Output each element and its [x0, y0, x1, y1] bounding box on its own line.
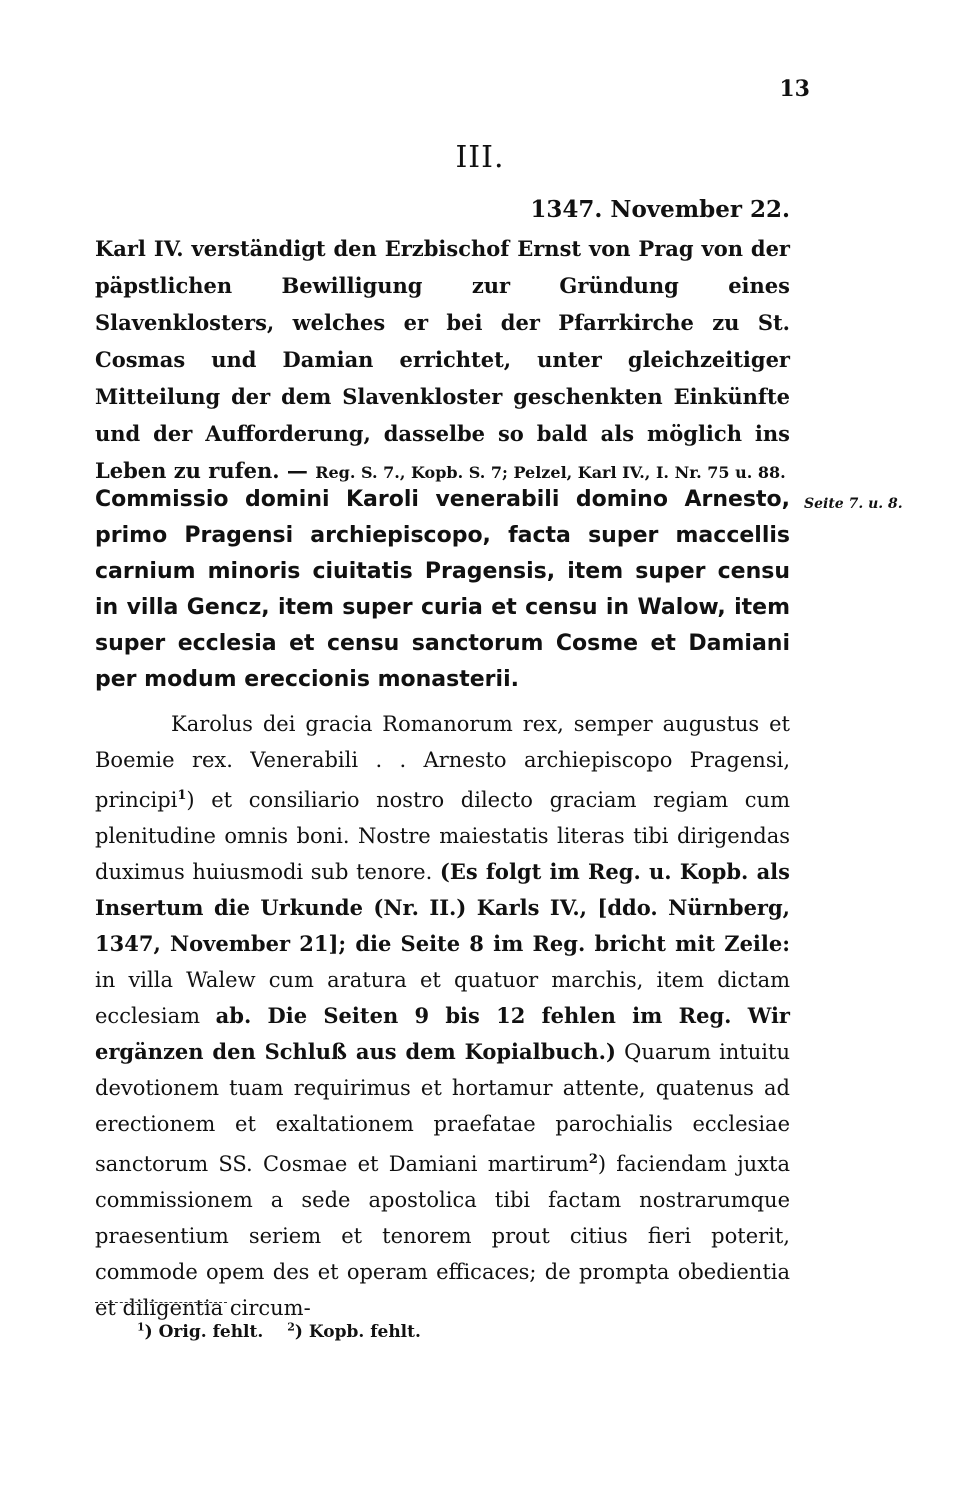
footnote-1: [137, 1322, 263, 1342]
footnote-divider: [95, 1302, 227, 1303]
document-date: 1347. November 22.: [530, 196, 790, 223]
footnote-1-text: ) Orig. fehlt.: [144, 1321, 264, 1342]
summary-text: Karl IV. verständigt den Erzbischof Ernst von Prag von der päpstlichen Bewilligung zur Gründung eines Slavenklosters, welches er bei der Pfarrkirche zu St. Cosmas und Damian errichtet, unter gleichzeitiger Mitteilung der dem Slavenkloster geschenkten Einkünfte und der Aufforderung, dasselbe so bald als möglich ins Leben zu rufen. —: [95, 236, 790, 483]
footnote-marker-1: 1: [177, 788, 187, 803]
editorial-note-2: ab. Die Seiten 9 bis 12 fehlen im Reg. Wir ergänzen den Schluß aus dem Kopialbuch.): [95, 1003, 790, 1064]
german-summary: [95, 230, 790, 491]
footnote-2: [287, 1322, 421, 1342]
footnote-2-text: ) Kopb. fehlt.: [294, 1321, 421, 1342]
body-part-2: ) et consiliario nostro dilecto graciam regiam cum plenitudine omnis boni. Nostre maiestatis literas tibi dirigendas duximus huiusmodi sub tenore.: [95, 788, 790, 884]
summary-reference: Reg. S. 7., Kopb. S. 7; Pelzel, Karl IV., I. Nr. 75 u. 88.: [315, 463, 786, 482]
margin-note: Seite 7. u. 8.: [804, 496, 903, 512]
section-heading: III.: [455, 140, 505, 175]
body-part-1: Karolus dei gracia Romanorum rex, semper augustus et Boemie rex. Venerabili . . Arnesto archiepiscopo Pragensi, principi: [95, 712, 790, 812]
footnote-1-mark: 1: [137, 1320, 145, 1333]
page-number: 13: [779, 76, 810, 102]
editorial-note-1: (Es folgt im Reg. u. Kopb. als Insertum die Urkunde (Nr. II.) Karls IV., [ddo. Nürnberg, 1347, November 21]; die Seite 8 im Reg. bricht mit Zeile:: [95, 859, 790, 956]
footnote-2-mark: 2: [287, 1320, 295, 1333]
body-part-3: in villa Walew cum aratura et quatuor marchis, item dictam ecclesiam: [95, 968, 790, 1028]
latin-title: Commissio domini Karoli venerabili domino Arnesto, primo Pragensi archiepiscopo, facta super maccellis carnium minoris ciuitatis Pragensis, item super censu in villa Gencz, item super curia et censu in Walow, item super ecclesia et censu sanctorum Cosme et Damiani per modum ereccionis monasterii.: [95, 487, 790, 692]
body-part-4: Quarum intuitu devotionem tuam requirimus et hortamur attente, quatenus ad erectionem et exaltationem praefatae parochialis ecclesiae sanctorum SS. Cosmae et Damiani martirum: [95, 1040, 790, 1176]
body-part-5: ) faciendam juxta commissionem a sede apostolica tibi factam nostrarumque praesentium seriem et tenorem prout citius fieri poterit, commode opem des et operam efficaces; de prompta obedientia et diligentia circum-: [95, 1152, 790, 1320]
footnote-marker-2: 2: [588, 1152, 598, 1167]
body-text: [95, 706, 790, 1326]
footnotes: [137, 1320, 737, 1342]
